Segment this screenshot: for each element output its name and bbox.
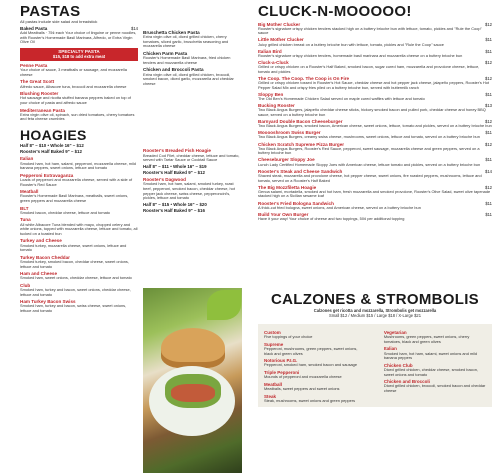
menu-item (20, 26, 138, 45)
menu-item (20, 271, 138, 281)
item-name: Cluck-a-Cluck (258, 59, 289, 65)
item-desc: Steak, mushrooms, sweet onions and green peppers (264, 397, 356, 403)
item-desc: Hot sausage and ricotta stuffed banana peppers baked on top of your choice of pasta and alfredo sauce (20, 95, 131, 105)
item-desc: Pepperoni, smoked ham, smoked bacon and sausage (264, 362, 358, 368)
item-desc: Juicy grilled chicken breast on a buttery brioche bun with lettuce, tomato, pickles and "Rule the Coop" sauce (258, 41, 444, 47)
item-desc: Smoked turkey, smoked bacon, cheddar cheese, sweet onions, lettuce and tomato (20, 258, 129, 269)
item-name: Mooooshroom Swiss Burger (258, 130, 321, 136)
menu-item (20, 238, 138, 252)
item-desc: Pepperoni, mushrooms, green peppers, sweet onions, black and green olives (264, 346, 358, 356)
menu-item (143, 177, 240, 213)
menu-item (258, 119, 492, 129)
calzones-left-list (264, 328, 366, 403)
item-name: Build Your Own Burger (258, 211, 309, 217)
item-name: Sloppy Ben (258, 91, 284, 97)
calzones-subtitle: Calzones get ricotta and mozzarella, Strombolis get mozzarella (313, 308, 437, 313)
item-price: $12 (485, 141, 492, 147)
item-price: $12 (485, 75, 492, 81)
item-name: The Great Scott (20, 79, 55, 85)
menu-item (264, 394, 366, 404)
menu-item (258, 49, 492, 59)
item-name: Meatball (264, 381, 283, 387)
menu-item (384, 330, 486, 344)
menu-item (258, 185, 492, 199)
item-desc: Your choice of sauce, 3 meatballs or sausage, and mozzarella cheese (20, 67, 127, 77)
item-name: Meatball (20, 189, 39, 195)
item-desc: Grilled or crispy chicken on a Rooster's Half Baked, smoked bacon, sugar cured ham, mozzarella and provolone cheese, lettuce, tomato and pickles (258, 64, 480, 74)
menu-item (20, 156, 138, 170)
left-column (20, 4, 138, 314)
item-name: Italian Bird (258, 48, 282, 54)
item-price: $12 (485, 21, 492, 27)
menu-item (143, 30, 240, 49)
hoagies-heading: HOAGIES (20, 126, 87, 143)
item-name: Turkey Bacon Cheddar (20, 254, 70, 260)
menu-item (20, 206, 138, 216)
item-name: The Coop. The Coop. The Coop is On Fire (258, 75, 350, 81)
item-name: Chicken Scratch Supreme Pizza Burger (258, 141, 345, 147)
item-desc: Two Black Angus Burgers, Rooster's Red Sauce, pepperoni, sweet sausage, mozzarella cheese and green peppers, served on a buttery brioche bun (258, 145, 480, 156)
item-name: Chicken Parm Pasta (143, 50, 188, 56)
menu-item (20, 189, 138, 203)
item-desc: A thick-cut fried bologna, sweet onions, and American cheese, served on a buttery brioche bun (258, 204, 421, 210)
item-name: Notorious P.I.G. (264, 358, 298, 364)
item-name: BLT (20, 205, 29, 211)
item-desc: Smoked ham, hot ham, salami, smoked turkey, roast beef, pepperoni, smoked bacon, cheddar cheese, hot pepper jack cheese, swiss cheese, pepperoncini's, pickles, lettuce and tomato (143, 181, 235, 201)
menu-item (20, 299, 138, 313)
sandwich-photo (143, 288, 242, 473)
calzones-right-list (384, 328, 486, 403)
menu-item (258, 130, 492, 140)
item-price: $12 (485, 184, 492, 190)
cluck-heading: CLUCK-N-MOOOOO! (258, 3, 412, 20)
menu-item (258, 22, 492, 36)
item-desc: Smoked bacon, cheddar cheese, lettuce and tomato (20, 209, 110, 215)
item-price: $11 (485, 157, 492, 163)
item-name: Cheeseburger Sloppy Joe (258, 157, 315, 163)
item-desc: Rooster's Homemade Basil Marinara, fried chicken tenders and mozzarella cheese (143, 55, 231, 65)
menu-item (143, 67, 240, 86)
item-price-half-baked: Rooster's Half Baked 9" – $16 (143, 207, 205, 213)
item-desc: Breaded Cod Filet, cheddar cheese, lettuce and tomato, served with Tartar Sauce or Cocktail Sauce (143, 152, 240, 163)
item-name: Ham and Cheese (20, 271, 58, 277)
item-desc: Smoked ham, hot ham, salami, pepperoni, mozzarella cheese, mild banana peppers, sweet onions, lettuce and tomato (20, 160, 136, 171)
menu-item (258, 60, 492, 74)
menu-item (384, 363, 486, 377)
specialty-pasta-banner (20, 48, 138, 61)
specialty-title: SPECIALTY PASTA (58, 48, 100, 54)
item-desc: Alfredo sauce, Albacore tuna, broccoli and mozzarella cheese (20, 83, 127, 89)
item-price: $12 (485, 59, 492, 65)
item-desc: Have it your way! Your choice of cheese and two toppings, 50¢ per additional topping (258, 216, 405, 222)
pastas-subtitle: All pastas include side salad and breadstick (20, 19, 98, 24)
item-name: Italian (383, 346, 397, 352)
item-desc: Meatballs, sweet peppers and sweet onions (264, 385, 340, 391)
menu-item (258, 201, 492, 211)
item-desc: Extra virgin olive oil, diced grilled chicken, cherry tomatoes, sliced garlic, bruschetta seasoning and mozzarella cheese (143, 34, 229, 49)
item-price: $11 (485, 91, 492, 97)
menu-item (258, 103, 492, 117)
item-name: Triple Pepperoni (264, 369, 300, 375)
menu-item (20, 217, 138, 236)
item-desc: Genoa salami, mortadella, smoked and hot ham, fresh mozzarella and smoked provolone, Rooster's Olive Salad, sweet olive tapenade stacked high on a Sicilian sesame loaf (258, 188, 491, 199)
photo-leaf (207, 290, 241, 320)
item-name: Supreme (264, 341, 284, 347)
item-desc: Grilled or crispy chicken tossed in Rooster's Hot Sauce, cheddar cheese and hot pepper jack cheese, jalapeño peppers, Rooster's Hot Pepper Salad Mix and crispy fries piled on a buttery brioche bun, served with buttermilk ranch (258, 80, 489, 90)
item-desc: Five toppings of your choice (264, 334, 313, 340)
menu-item (258, 76, 492, 90)
menu-item (143, 51, 240, 65)
item-name: Club (20, 282, 31, 288)
menu-item (264, 382, 366, 392)
cluck-list (258, 22, 492, 222)
item-name: Little Mother Clucker (258, 37, 304, 43)
calzones-section (258, 292, 492, 407)
item-name: Vegetarian (383, 330, 407, 335)
item-price-half-baked: Rooster's Half Baked 9" – $12 (143, 169, 205, 175)
item-name: Baked Pasta (20, 26, 48, 31)
item-desc: Mounds of pepperoni and mozzarella cheese (264, 374, 342, 380)
item-name: Bruschetta Chicken Pasta (143, 30, 200, 35)
item-desc: Add Meatballs · 75¢ each Your choice of linguine or penne noodles, with Rooster's Homemade Basil Marinara, Alfredo, or Extra Virgin Olive Oil (20, 30, 137, 45)
pastas-heading: PASTAS (20, 3, 81, 20)
item-desc: Two Black Angus Burgers, creamy swiss cheese, mushrooms, sweet onions, lettuce and tomato, served on a buttery brioche bun (258, 134, 480, 140)
item-desc: Two Black Angus Burgers, jalapeño cheddar cheese sticks, hickory smoked bacon and pulled pork, cheddar cheese and honey BBQ sauce, served on a buttery brioche bun (258, 107, 486, 117)
item-name: Rooster's Breaded Fish Hoagie (143, 148, 211, 154)
item-name: Chicken Club (383, 362, 413, 368)
item-desc: Extra virgin olive oil, spinach, sun dried tomatoes, cherry tomatoes and feta cheese crumbles (20, 111, 135, 122)
item-name: Tuna (20, 217, 31, 223)
item-name: Chicken and Broccoli Pasta (143, 67, 204, 73)
item-desc: Rooster's signature crispy chicken tenders, homemade basil marinara and mozzarella cheese on a buttery brioche bun (258, 52, 463, 58)
hoagie-prices: Half 8" – $10 • Whole 16" – $12 (20, 142, 84, 148)
item-desc: Lunch Lady Certified Homemade Sloppy Joes with American cheese, lettuce tomato and pickles, served on a buttery brioche bun (258, 161, 481, 167)
menu-item (264, 358, 366, 368)
item-desc: Mushrooms, green peppers, sweet onions, cherry tomatoes, black and green olives (383, 334, 470, 344)
item-name: Big Mother Clucker (258, 21, 301, 27)
item-desc: Smoked turkey, mozzarella cheese, sweet onions, lettuce and tomato (20, 242, 127, 253)
item-name: Pepperoni Extravaganza (20, 172, 74, 178)
item-desc: Extra virgin olive oil, diced grilled chicken, broccoli, smoked bacon, diced garlic, mozzarella and cheddar cheese (143, 71, 234, 86)
menu-item (143, 148, 240, 175)
item-price: $14 (485, 168, 492, 174)
item-price: $12 (485, 118, 492, 124)
item-price: $11 (485, 37, 492, 43)
item-name: Rooster's Steak and Cheese Sandwich (258, 168, 343, 174)
specialty-subtitle: $15, $18 to add extra meat (52, 53, 106, 59)
menu-item (258, 212, 492, 222)
item-name: Blushing Rooster (20, 91, 59, 97)
menu-item (258, 37, 492, 47)
item-desc: Smoked ham, hot ham, salami, sweet onions and mild banana peppers (383, 350, 478, 361)
calzones-heading: CALZONES & STROMBOLIS (271, 291, 479, 308)
item-name: Italian (20, 156, 34, 162)
item-desc: Diced grilled chicken, cheddar cheese, smoked bacon, sweet onions and tomato (383, 366, 478, 377)
menu-item (20, 91, 138, 105)
calzones-box (258, 324, 492, 407)
item-name: Steak (264, 393, 277, 399)
item-price: Half 8" – $11 • Whole 16" – $19 (143, 163, 207, 169)
menu-item (20, 79, 138, 89)
menu-item (384, 379, 486, 393)
item-name: Penne Pasta (20, 62, 48, 68)
item-price: $11 (485, 200, 492, 206)
item-desc: Loads of pepperoni and mozzarella cheese, served with a side of Rooster's Red Sauce (20, 176, 133, 187)
menu-item (264, 370, 366, 380)
hoagie-half-baked-price: Rooster's Half Baked 9" – $12 (20, 149, 82, 155)
item-name: Chicken and Broccoli (383, 379, 430, 385)
menu-item (258, 157, 492, 167)
item-price: $14 (131, 26, 138, 31)
item-name: Bucking Rooster (258, 103, 295, 109)
item-desc: Two Black Angus Burgers, smoked bacon, American cheese, sweet onions, lettuce, tomato and pickles, served on a buttery brioche bun (258, 123, 492, 129)
item-desc: Smoked ham, sweet onions, cheddar cheese, lettuce and tomato (20, 275, 132, 281)
menu-item (258, 92, 492, 102)
item-name: Rooster's Dagwood (143, 177, 186, 183)
item-name: Barnyard Double Bacon Cheeseburger (258, 118, 343, 124)
photo-bun (161, 328, 225, 368)
calzones-prices: Small $12 / Medium $15 / Large $18 / X-Large $21 (329, 313, 421, 318)
item-price: $11 (485, 48, 492, 54)
item-desc: The Old Ben's Homemade Chicken Salad served on maple cured waffles with lettuce and tomato (258, 95, 425, 101)
menu-item (20, 63, 138, 77)
item-desc: All white Albacore Tuna blended with mayo, chopped celery and white onions, topped with mozzarella cheese, lettuce and tomato, all tucked on a toasted bun (20, 221, 138, 236)
item-name: Ham Turkey Bacon Swiss (20, 299, 76, 305)
middle-column (143, 28, 240, 213)
item-name: The Big Mozzfiletta Hoagie (258, 184, 317, 190)
right-column (258, 4, 492, 222)
menu-item (384, 346, 486, 360)
photo-meat (171, 384, 215, 402)
item-desc: Diced grilled chicken, broccoli, smoked bacon and cheddar cheese (383, 383, 486, 393)
menu-item (264, 330, 366, 340)
menu-item (258, 142, 492, 156)
item-desc: Smoked ham, turkey and bacon, sweet onions, cheddar cheese, lettuce and tomato (20, 287, 131, 297)
item-desc: Rooster's signature crispy chicken tenders stacked high on a buttery brioche bun with lettuce, tomato, pickles and "Rule the Coop" sauce (258, 25, 482, 36)
item-name: Rooster's Fried Bologna Sandwich (258, 200, 334, 206)
item-price: $11 (485, 130, 492, 136)
item-desc: Shaved steak, mozzarella and provolone cheese, hot pepper cheese, sweet onions, fire roasted peppers, mushrooms, lettuce and tomato, served on a Rooster's Half Baked (258, 172, 482, 183)
item-price: $13 (485, 103, 492, 109)
menu-item (20, 255, 138, 269)
menu-item (20, 283, 138, 297)
item-price: Half 8" – $15 • Whole 16" – $20 (143, 201, 207, 207)
item-price: $11 (485, 211, 492, 217)
item-desc: Smoked ham, turkey and bacon, swiss cheese, sweet onions, lettuce and tomato (20, 303, 127, 314)
menu-item (264, 342, 366, 356)
item-name: Turkey and Cheese (20, 238, 62, 244)
menu-item (258, 169, 492, 183)
menu-item (20, 173, 138, 187)
item-name: Mediterranean Pasta (20, 107, 65, 113)
item-desc: Rooster's Homemade Basil Marinara, meatballs, sweet onions, green peppers and mozzarella cheese (20, 193, 129, 203)
item-name: Custom (264, 330, 281, 335)
menu-item (20, 108, 138, 122)
